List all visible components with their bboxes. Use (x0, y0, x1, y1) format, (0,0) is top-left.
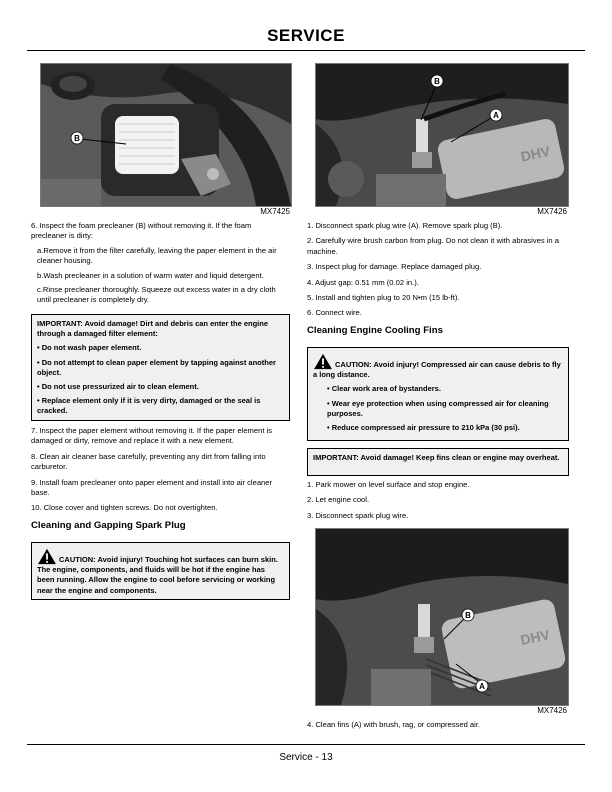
step: 1. Disconnect spark plug wire (A). Remove spark plug (B). (307, 221, 503, 230)
step: 4. Clean fins (A) with brush, rag, or compressed air. (307, 720, 481, 729)
cooling-fin-final-step (307, 720, 569, 730)
important-item: • Do not use pressurized air to clean element. (37, 382, 199, 392)
important-heading: IMPORTANT: Avoid damage! Dirt and debris can enter the engine through a damaged filter element: (37, 319, 269, 339)
spark-plug-steps (307, 221, 569, 319)
left-text-block-2 (31, 426, 289, 514)
step: 4. Adjust gap: 0.51 mm (0.02 in.). (307, 277, 419, 287)
air-cleaner-photo (40, 63, 292, 207)
step-8: 8. Clean air cleaner base carefully, preventing any dirt from falling into carburetor. (31, 451, 266, 472)
step-7: 7. Inspect the paper element without removing it. If the paper element is damaged or dirty, remove and replace it with a new element. (31, 426, 273, 446)
step: 1. Park mower on level surface and stop engine. (307, 480, 470, 489)
callout-a: A (479, 682, 485, 691)
warning-triangle-icon (37, 548, 57, 565)
step-9: 9. Install foam precleaner onto paper element and install into air cleaner base. (31, 477, 273, 498)
photo-caption: MX7426 (537, 207, 567, 216)
step-10: 10. Close cover and tighten screws. Do not overtighten. (31, 503, 218, 513)
substep-c: c.Rinse precleaner thoroughly. Squeeze out excess water in a dry cloth until precleaner is completely dry. (37, 285, 276, 305)
substep-a: a.Remove it from the filter carefully, leaving the paper element in the air cleaner housing. (37, 245, 277, 266)
photo-caption: MX7426 (537, 706, 567, 715)
important-item: • Do not wash paper element. (37, 343, 142, 353)
photo-caption: MX7425 (260, 207, 290, 216)
footer-rule (27, 744, 585, 745)
important-item: • Do not attempt to clean paper element by tapping against another object. (37, 357, 276, 377)
left-text-block-1 (31, 221, 289, 306)
caution-item: • Clear work area of bystanders. (327, 384, 441, 394)
cooling-fins-photo (315, 528, 569, 706)
section-heading-spark-plug: Cleaning and Gapping Spark Plug (31, 520, 186, 531)
callout-b: B (465, 611, 471, 620)
step: 6. Connect wire. (307, 308, 362, 318)
step: 3. Disconnect spark plug wire. (307, 510, 409, 520)
step: 3. Inspect plug for damage. Replace damaged plug. (307, 262, 482, 272)
callout-b: B (434, 77, 440, 86)
caution-compressed-air-box (307, 347, 569, 441)
step: 2. Let engine cool. (307, 495, 370, 505)
page-title: SERVICE (267, 26, 345, 45)
step: 5. Install and tighten plug to 20 N•m (15 lb-ft). (307, 293, 460, 303)
step: 2. Carefully wire brush carbon from plug. Do not clean it with abrasives in a machine. (307, 236, 559, 256)
caution-text: CAUTION: Avoid injury! Touching hot surfaces can burn skin. The engine, components, and fluids will be hot if the engine has been running. Allow the engine to cool before servicing or working near the engine and components. (37, 555, 278, 595)
important-overheat-box (307, 448, 569, 476)
header-rule (27, 50, 585, 51)
caution-hot-surfaces-box (31, 542, 290, 600)
important-item: • Replace element only if it is very dirty, damaged or the seal is cracked. (37, 396, 261, 416)
svg-text:DHV: DHV (518, 626, 552, 649)
important-filter-box (31, 314, 290, 421)
callout-a: A (493, 111, 499, 120)
cooling-fin-steps (307, 480, 569, 521)
spark-plug-photo (315, 63, 569, 207)
warning-triangle-icon (313, 353, 333, 370)
step-6: 6. Inspect the foam precleaner (B) without removing it. If the foam precleaner is dirty: (31, 221, 252, 241)
caution-item: • Reduce compressed air pressure to 210 kPa (30 psi). (327, 423, 520, 433)
callout-b: B (74, 134, 80, 143)
substep-b: b.Wash precleaner in a solution of warm water and liquid detergent. (37, 270, 264, 280)
caution-heading: CAUTION: Avoid injury! Compressed air can cause debris to fly a long distance. (313, 360, 561, 380)
important-text: IMPORTANT: Avoid damage! Keep fins clean or engine may overheat. (313, 453, 560, 462)
svg-text:DHV: DHV (519, 142, 552, 165)
section-heading-cooling-fins: Cleaning Engine Cooling Fins (307, 325, 443, 336)
page-number: Service - 13 (279, 752, 333, 763)
caution-item: • Wear eye protection when using compressed air for cleaning purposes. (327, 398, 549, 418)
